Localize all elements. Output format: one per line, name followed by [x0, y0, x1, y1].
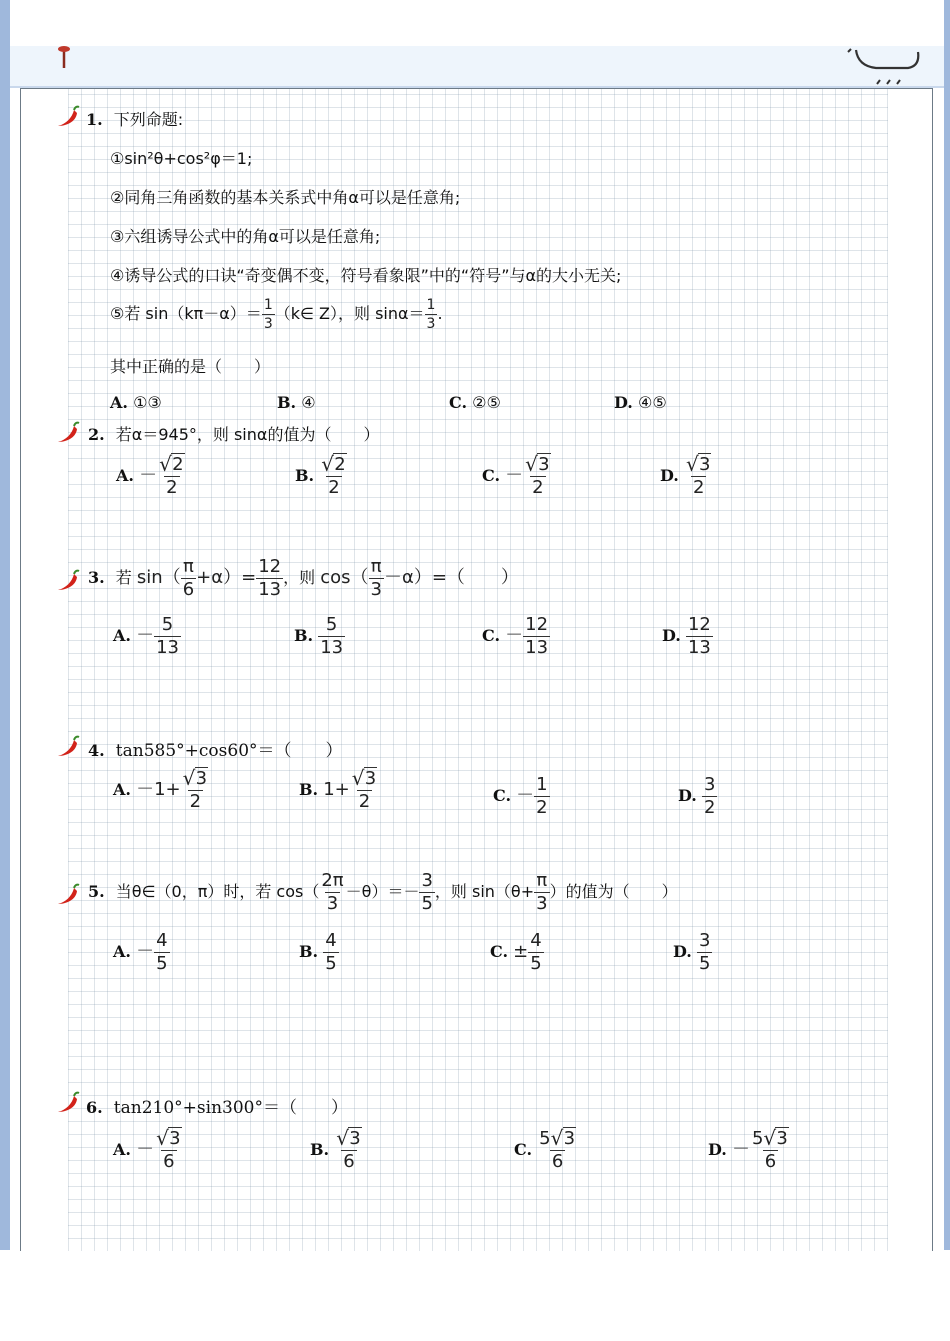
- fraction: [318, 616, 345, 657]
- fraction-numerator: π: [370, 556, 382, 577]
- fraction-denominator: 13: [320, 637, 344, 658]
- fraction-denominator: 2: [703, 797, 716, 818]
- paper-right-margin: [888, 89, 932, 1251]
- fraction-denominator: 3: [370, 579, 382, 600]
- option-value: ①③: [133, 393, 162, 412]
- question-prompt: 其中正确的是（ ）: [110, 357, 271, 376]
- fraction: [534, 776, 549, 817]
- radicand: 3: [195, 768, 208, 789]
- fraction-numerator: 3: [421, 870, 433, 891]
- fraction: [181, 558, 196, 599]
- radicand: 3: [563, 1128, 576, 1149]
- option-label: B.: [310, 1140, 330, 1159]
- option-label: A.: [116, 466, 134, 485]
- chili-pepper-icon: [56, 1090, 80, 1114]
- option-label: A.: [113, 626, 131, 645]
- option-label: B.: [295, 466, 315, 485]
- option-label: D.: [660, 466, 679, 485]
- radicand: 3: [776, 1128, 788, 1149]
- option-b[interactable]: [299, 932, 339, 973]
- option-value: ④: [301, 393, 316, 412]
- fraction-denominator: 5: [421, 893, 433, 914]
- fraction-numerator: 4: [325, 930, 337, 951]
- option-b[interactable]: [294, 616, 345, 657]
- statement-5-prefix: ⑤若 sin（kπ－α）＝: [110, 304, 262, 323]
- option-label: A.: [113, 1140, 131, 1159]
- option-b[interactable]: [299, 766, 379, 812]
- statement-5-end: .: [437, 304, 443, 323]
- option-sign: －: [505, 625, 524, 646]
- fraction-denominator: 13: [156, 637, 179, 658]
- stem-part: sin（: [136, 567, 181, 588]
- fraction: 5 √ 3 6: [539, 1126, 576, 1172]
- radicand: 3: [364, 768, 377, 789]
- option-a[interactable]: [113, 766, 210, 812]
- option-d[interactable]: [708, 1126, 791, 1172]
- stem-part: ，则: [283, 568, 316, 587]
- fraction: [419, 872, 434, 913]
- question-number: 4.: [88, 741, 105, 760]
- stem-part: ）的值为（ ）: [549, 882, 678, 901]
- left-margin-bar: [0, 0, 10, 1250]
- fraction: 5 √ 3 6: [751, 1126, 788, 1172]
- question-number: 6.: [86, 1098, 103, 1117]
- option-a[interactable]: [110, 393, 162, 412]
- fraction: √ 3 6: [156, 1126, 181, 1172]
- chili-pepper-icon: [56, 882, 80, 906]
- stem-part: ，则 sin（θ+: [434, 882, 535, 901]
- option-a[interactable]: [113, 932, 170, 973]
- option-c[interactable]: [482, 616, 550, 657]
- option-a[interactable]: [113, 616, 181, 657]
- fraction-numerator: 1: [536, 774, 548, 795]
- fraction-numerator: π: [536, 870, 548, 891]
- option-d[interactable]: [614, 393, 667, 412]
- fraction-denominator: 6: [551, 1151, 564, 1172]
- fraction-denominator: 2: [358, 791, 371, 812]
- chili-pepper-icon: [56, 568, 80, 592]
- option-label: D.: [673, 942, 692, 961]
- fraction: [697, 932, 712, 973]
- question-5-header: [88, 872, 678, 913]
- statement-2: ②同角三角函数的基本关系式中角α可以是任意角;: [110, 188, 461, 207]
- stem-part: －α）=（ ）: [383, 567, 519, 588]
- option-label: D.: [708, 1140, 727, 1159]
- fraction-numerator: 1: [426, 297, 436, 313]
- radicand: 2: [334, 454, 346, 475]
- option-c[interactable]: [490, 932, 544, 973]
- option-a[interactable]: [113, 1126, 184, 1172]
- stem-part: 若: [115, 568, 132, 587]
- fraction: [425, 298, 438, 331]
- fraction: √ 3 2: [182, 766, 208, 812]
- paper-left-margin: [21, 89, 68, 1251]
- fraction: [369, 558, 384, 599]
- option-label: C.: [482, 626, 501, 645]
- option-label: C.: [490, 942, 509, 961]
- radicand: 3: [698, 454, 711, 475]
- fraction-numerator: 2π: [321, 870, 344, 891]
- fraction-numerator: π: [183, 556, 194, 577]
- fraction-denominator: 13: [687, 637, 711, 658]
- question-1-header: [86, 107, 183, 130]
- option-label: A.: [110, 393, 128, 412]
- fraction-denominator: 13: [525, 637, 549, 658]
- fraction-denominator: 2: [532, 477, 544, 498]
- option-sign: －: [136, 625, 155, 646]
- option-label: C.: [493, 786, 512, 805]
- fraction-denominator: 3: [326, 893, 339, 914]
- stem-part: cos（: [320, 567, 369, 588]
- fraction-numerator: 12: [258, 556, 282, 577]
- fraction-denominator: 2: [166, 477, 178, 498]
- fraction-denominator: 2: [189, 791, 202, 812]
- option-c[interactable]: [493, 776, 550, 817]
- right-margin-bar: [944, 0, 950, 1250]
- statement-5: [110, 298, 443, 331]
- fraction-denominator: 2: [536, 797, 548, 818]
- fraction: √ 3 2: [525, 452, 550, 498]
- fraction: [702, 776, 717, 817]
- fraction-denominator: 3: [426, 316, 436, 332]
- option-d[interactable]: [662, 616, 713, 657]
- fraction: [523, 616, 550, 657]
- option-c[interactable]: [449, 393, 501, 412]
- fraction-numerator: 1: [263, 297, 273, 313]
- radicand: 3: [169, 1128, 181, 1149]
- fraction: [528, 932, 543, 973]
- fraction-numerator: 4: [156, 930, 168, 951]
- fraction: [154, 932, 169, 973]
- option-value: ②⑤: [472, 393, 501, 412]
- option-value: ④⑤: [637, 393, 667, 412]
- pushpin-icon: [54, 46, 74, 70]
- option-sign: －: [136, 1139, 155, 1160]
- option-label: D.: [678, 786, 697, 805]
- option-sign: －: [136, 941, 155, 962]
- fraction-denominator: 13: [258, 579, 282, 600]
- radicand: 2: [172, 454, 184, 475]
- option-label: B.: [299, 942, 319, 961]
- option-d[interactable]: [673, 932, 712, 973]
- fraction-denominator: 6: [163, 1151, 175, 1172]
- fraction-numerator: 5: [325, 614, 338, 635]
- fraction-denominator: 2: [328, 477, 340, 498]
- statement-1: ①sin²θ+cos²φ＝1;: [110, 149, 253, 168]
- question-stem: tan585°+cos60°＝（ ）: [115, 741, 343, 761]
- radicand: 3: [349, 1128, 361, 1149]
- coefficient: 5: [539, 1128, 551, 1149]
- fraction: [154, 616, 181, 657]
- fraction: [319, 872, 345, 913]
- fraction-denominator: 5: [325, 953, 337, 974]
- fraction-numerator: 12: [525, 614, 549, 635]
- option-prefix: －: [516, 785, 535, 806]
- fraction-denominator: 5: [698, 953, 711, 974]
- question-number: 2.: [88, 425, 105, 444]
- fraction: [262, 298, 275, 331]
- fraction: [256, 558, 283, 599]
- fraction-denominator: 5: [530, 953, 542, 974]
- option-b[interactable]: [295, 452, 349, 498]
- question-number: 1.: [86, 110, 103, 129]
- question-stem: 若α＝945°，则 sinα的值为（ ）: [115, 425, 380, 444]
- option-c[interactable]: [482, 452, 553, 498]
- option-d[interactable]: [678, 776, 717, 817]
- option-label: C.: [482, 466, 501, 485]
- option-label: B.: [299, 780, 319, 799]
- stem-part: 当θ∈（0，π）时，若 cos（: [115, 882, 320, 901]
- chili-pepper-icon: [56, 734, 80, 758]
- fraction-numerator: 3: [698, 930, 711, 951]
- fraction-denominator: 2: [692, 477, 705, 498]
- question-4-header: [88, 736, 343, 761]
- option-b[interactable]: [310, 1126, 364, 1172]
- fraction: √ 2 2: [159, 452, 184, 498]
- fraction: √ 3 2: [685, 452, 711, 498]
- radicand: 3: [538, 454, 550, 475]
- question-6-header: [86, 1093, 348, 1118]
- option-label: C.: [514, 1140, 533, 1159]
- option-label: B.: [294, 626, 314, 645]
- coefficient: 5: [751, 1128, 764, 1149]
- fraction: [323, 932, 338, 973]
- option-c[interactable]: [514, 1126, 578, 1172]
- statement-4: ④诱导公式的口诀“奇变偶不变，符号看象限”中的“符号”与α的大小无关;: [110, 266, 622, 285]
- chili-pepper-icon: [56, 420, 80, 444]
- fraction: √ 3 6: [336, 1126, 361, 1172]
- option-a[interactable]: [116, 452, 187, 498]
- option-b[interactable]: [277, 393, 316, 412]
- fraction-denominator: 6: [343, 1151, 355, 1172]
- option-label: D.: [614, 393, 633, 412]
- option-sign: －: [139, 465, 158, 486]
- fraction-denominator: 3: [263, 316, 273, 332]
- option-sign: －: [505, 465, 524, 486]
- fraction-numerator: 5: [161, 614, 174, 635]
- option-label: C.: [449, 393, 468, 412]
- question-stem: 下列命题:: [113, 110, 184, 129]
- option-prefix: －1+: [136, 779, 181, 800]
- question-2-header: [88, 422, 379, 445]
- option-d[interactable]: [660, 452, 713, 498]
- question-number: 5.: [88, 882, 105, 901]
- fraction-denominator: 3: [536, 893, 548, 914]
- question-stem: tan210°+sin300°＝（ ）: [113, 1098, 348, 1118]
- option-sign: ±: [513, 941, 529, 962]
- fraction-denominator: 6: [764, 1151, 777, 1172]
- fraction: [534, 872, 549, 913]
- fraction-numerator: 4: [530, 930, 542, 951]
- fraction: √ 2 2: [321, 452, 346, 498]
- option-label: D.: [662, 626, 681, 645]
- option-label: A.: [113, 942, 131, 961]
- statement-5-middle: （k∈ Z），则 sinα＝: [274, 304, 425, 323]
- option-label: A.: [113, 780, 131, 799]
- option-label: B.: [277, 393, 297, 412]
- chili-pepper-icon: [56, 104, 80, 128]
- fraction-numerator: 12: [687, 614, 711, 635]
- option-sign: －: [731, 1139, 750, 1160]
- fraction-numerator: 3: [703, 774, 716, 795]
- rain-cloud-icon: [846, 46, 926, 86]
- stem-part: －θ）＝－: [345, 882, 420, 901]
- fraction-denominator: 6: [182, 579, 195, 600]
- question-3-header: [88, 558, 519, 599]
- fraction: √ 3 2: [351, 766, 377, 812]
- question-number: 3.: [88, 568, 105, 587]
- header-banner: [10, 46, 944, 88]
- statement-3: ③六组诱导公式中的角α可以是任意角;: [110, 227, 381, 246]
- option-prefix: 1+: [323, 779, 350, 800]
- fraction: [686, 616, 713, 657]
- stem-part: +α）=: [196, 567, 257, 588]
- fraction-denominator: 5: [156, 953, 168, 974]
